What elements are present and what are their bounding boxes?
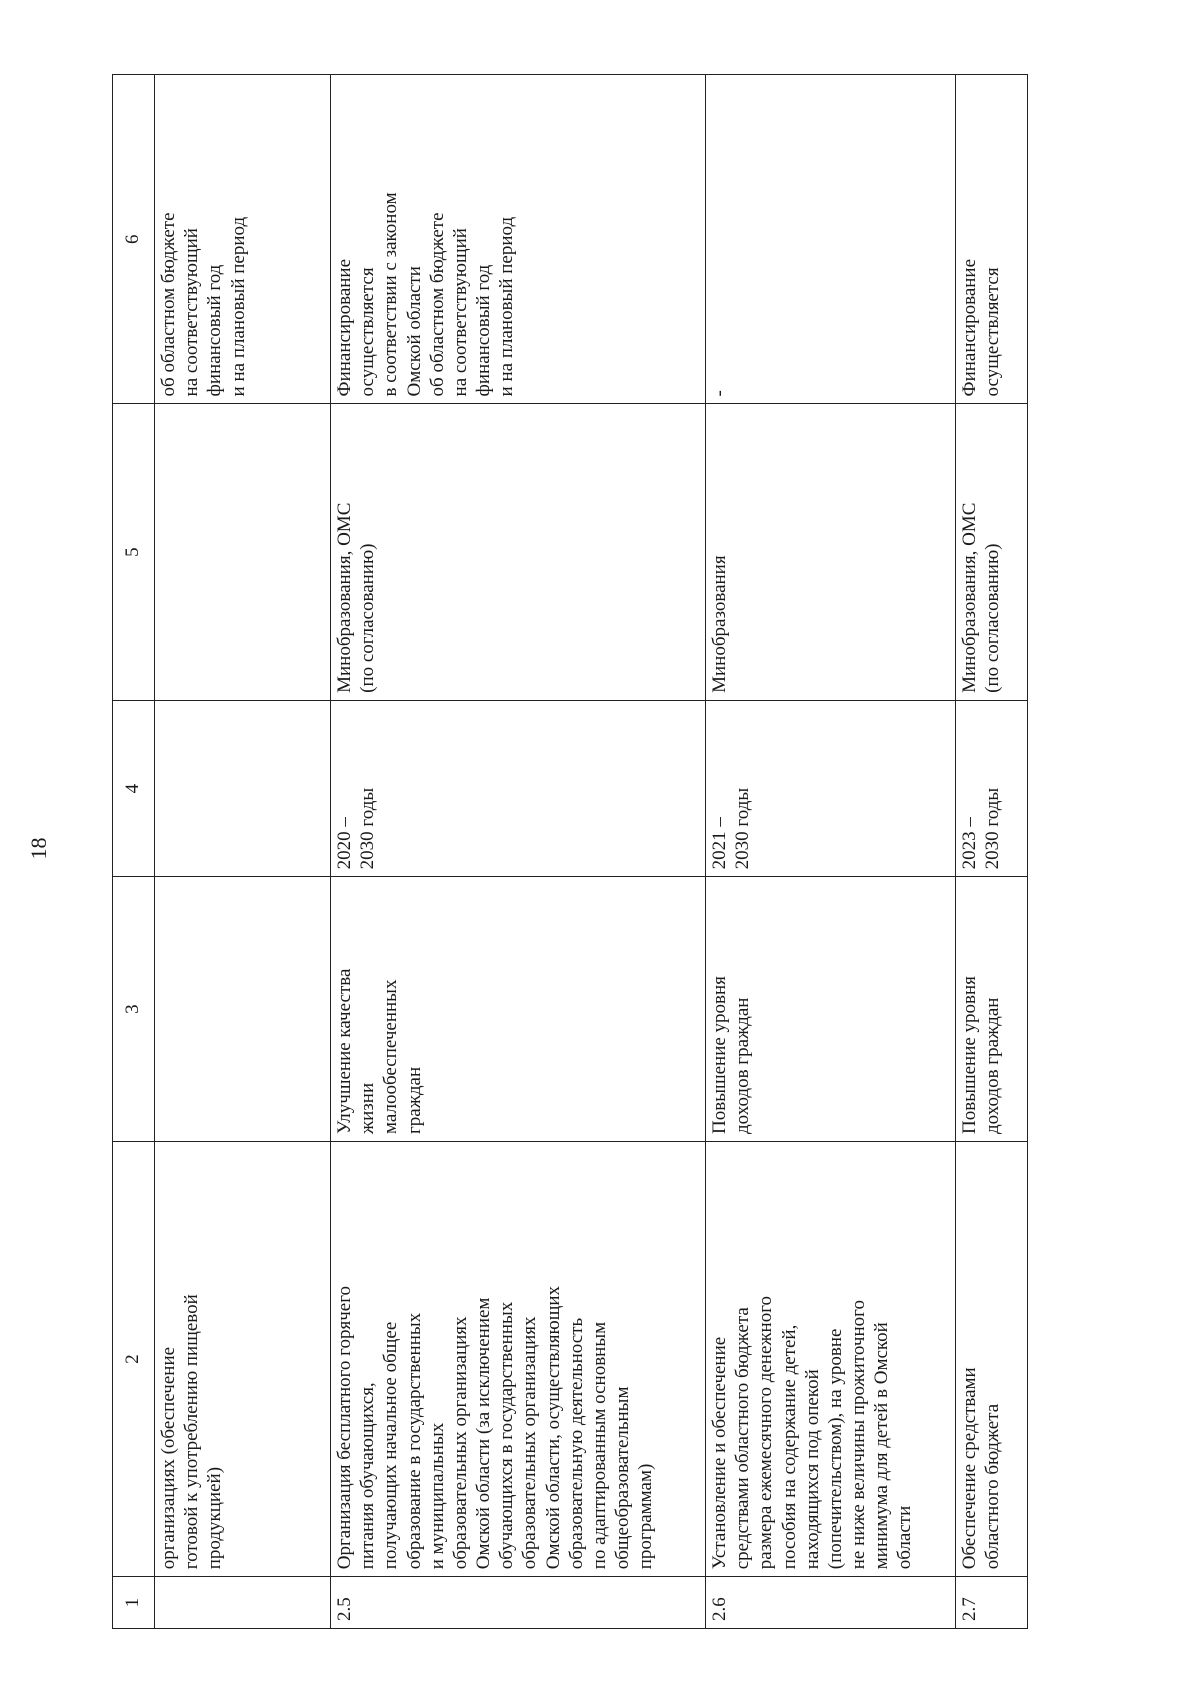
measure-cell: Установление и обеспечение средствами областного бюджета размера ежемесячного денежного пособия на содержание детей, находящихся под опекой (попечительством), на уровне не ниже величины прожиточного минимума для детей в Омской области [706, 1142, 956, 1577]
executor-cell: Минобразования, ОМС (по согласованию) [956, 404, 1028, 700]
financing-cell: - [706, 75, 956, 404]
header-cell-6: 6 [113, 75, 155, 404]
measures-table [112, 74, 1028, 1629]
table-row [331, 75, 706, 1629]
row-number: 2.5 [331, 1577, 706, 1629]
executor-cell [155, 404, 331, 700]
row-number: 2.7 [956, 1577, 1028, 1629]
row-number [155, 1577, 331, 1629]
period-cell: 2023 – 2030 годы [956, 700, 1028, 876]
period-cell [155, 700, 331, 876]
financing-cell: об областном бюджете на соответствующий финансовый год и на плановый период [155, 75, 331, 404]
header-cell-1: 1 [113, 1577, 155, 1629]
goal-cell: Повышение уровня доходов граждан [956, 877, 1028, 1142]
table-row [706, 75, 956, 1629]
period-cell: 2020 – 2030 годы [331, 700, 706, 876]
goal-cell [155, 877, 331, 1142]
measure-cell: Обеспечение средствами областного бюджета [956, 1142, 1028, 1577]
table-row [155, 75, 331, 1629]
page-number: 18 [26, 837, 51, 860]
executor-cell: Минобразования, ОМС (по согласованию) [331, 404, 706, 700]
table-header-row [113, 75, 155, 1629]
measure-cell: Организация бесплатного горячего питания обучающихся, получающих начальное общее образование в государственных и муниципальных образовательных организациях Омской области (за исключением обучающихся в государственных образовательных организациях Омской области, осуществляющих образовательную деятельность по адаптированным основным общеобразовательным программам) [331, 1142, 706, 1577]
goal-cell: Улучшение качества жизни малообеспеченных граждан [331, 877, 706, 1142]
period-cell: 2021 – 2030 годы [706, 700, 956, 876]
measure-cell: организациях (обеспечение готовой к употреблению пищевой продукцией) [155, 1142, 331, 1577]
financing-cell: Финансирование осуществляется в соответствии с законом Омской области об областном бюджете на соответствующий финансовый год и на плановый период [331, 75, 706, 404]
row-number: 2.6 [706, 1577, 956, 1629]
financing-cell: Финансирование осуществляется [956, 75, 1028, 404]
header-cell-5: 5 [113, 404, 155, 700]
executor-cell: Минобразования [706, 404, 956, 700]
table-row [956, 75, 1028, 1629]
header-cell-4: 4 [113, 700, 155, 876]
header-cell-3: 3 [113, 877, 155, 1142]
header-cell-2: 2 [113, 1142, 155, 1577]
goal-cell: Повышение уровня доходов граждан [706, 877, 956, 1142]
